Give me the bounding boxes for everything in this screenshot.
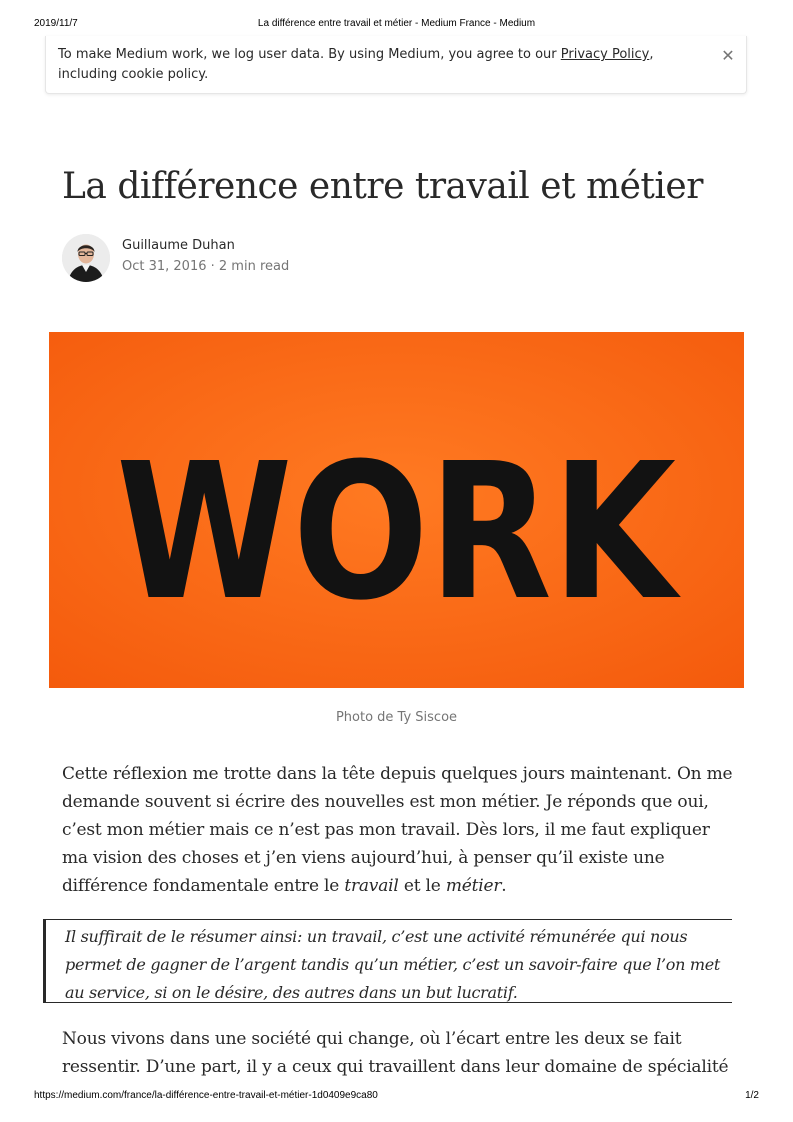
print-footer: [34, 1090, 759, 1104]
pull-quote: Il suffirait de le résumer ainsi: un travail, c’est une activité rémunérée qui nous permet de gagner de l’argent tandis qu’un métier, c’est un savoir-faire que l’on met au service, si on le désire, des autres dans un but lucratif.: [43, 919, 732, 1003]
privacy-policy-link[interactable]: Privacy Policy: [560, 47, 650, 62]
paragraph-1-text: Cette réflexion me trotte dans la tête depuis quelques jours maintenant. On me demande souvent si écrire des nouvelles est mon métier. Je réponds que oui, c’est mon métier mais ce n’est pas mon travail. Dès lors, il me faut expliquer ma vision des choses et j’en viens aujourd’hui, à penser qu’il existe une différence fondamentale entre le: [62, 764, 733, 896]
print-page-title: La différence entre travail et métier - Medium France - Medium: [257, 18, 536, 29]
image-caption: Photo de Ty Siscoe: [335, 710, 458, 725]
paragraph-2: Nous vivons dans une société qui change, où l’écart entre les deux se fait ressentir. D’une part, il y a ceux qui travaillent dans leur domaine de spécialité: [62, 1029, 729, 1077]
page-number: 1/2: [745, 1090, 759, 1101]
hero-word: WORK: [116, 423, 682, 642]
close-icon[interactable]: ✕: [721, 46, 735, 65]
print-date: 2019/11/7: [34, 18, 78, 29]
cookie-banner: [45, 36, 747, 94]
work-sign-image: [49, 332, 744, 688]
paragraph-1-end: .: [501, 876, 507, 896]
author-block: [62, 234, 462, 282]
author-name[interactable]: Guillaume Duhan: [122, 238, 235, 253]
avatar-image: [62, 234, 110, 282]
hero-image: [49, 332, 744, 688]
cookie-text-before: To make Medium work, we log user data. By using Medium, you agree to our: [58, 47, 561, 62]
emphasis-metier: métier: [445, 876, 502, 896]
print-url: https://medium.com/france/la-différence-entre-travail-et-métier-1d0409e9ca80: [34, 1090, 378, 1101]
print-header: [34, 18, 759, 32]
emphasis-travail: travail: [344, 876, 399, 896]
cookie-text-after: , including cookie policy.: [58, 47, 654, 82]
paragraph-1: [62, 760, 734, 900]
article-title: La différence entre travail et métier: [62, 166, 703, 207]
avatar[interactable]: [62, 234, 110, 282]
paragraph-1-mid: et le: [398, 876, 446, 896]
cookie-banner-text: [58, 45, 698, 85]
post-meta: Oct 31, 2016 · 2 min read: [122, 259, 290, 274]
